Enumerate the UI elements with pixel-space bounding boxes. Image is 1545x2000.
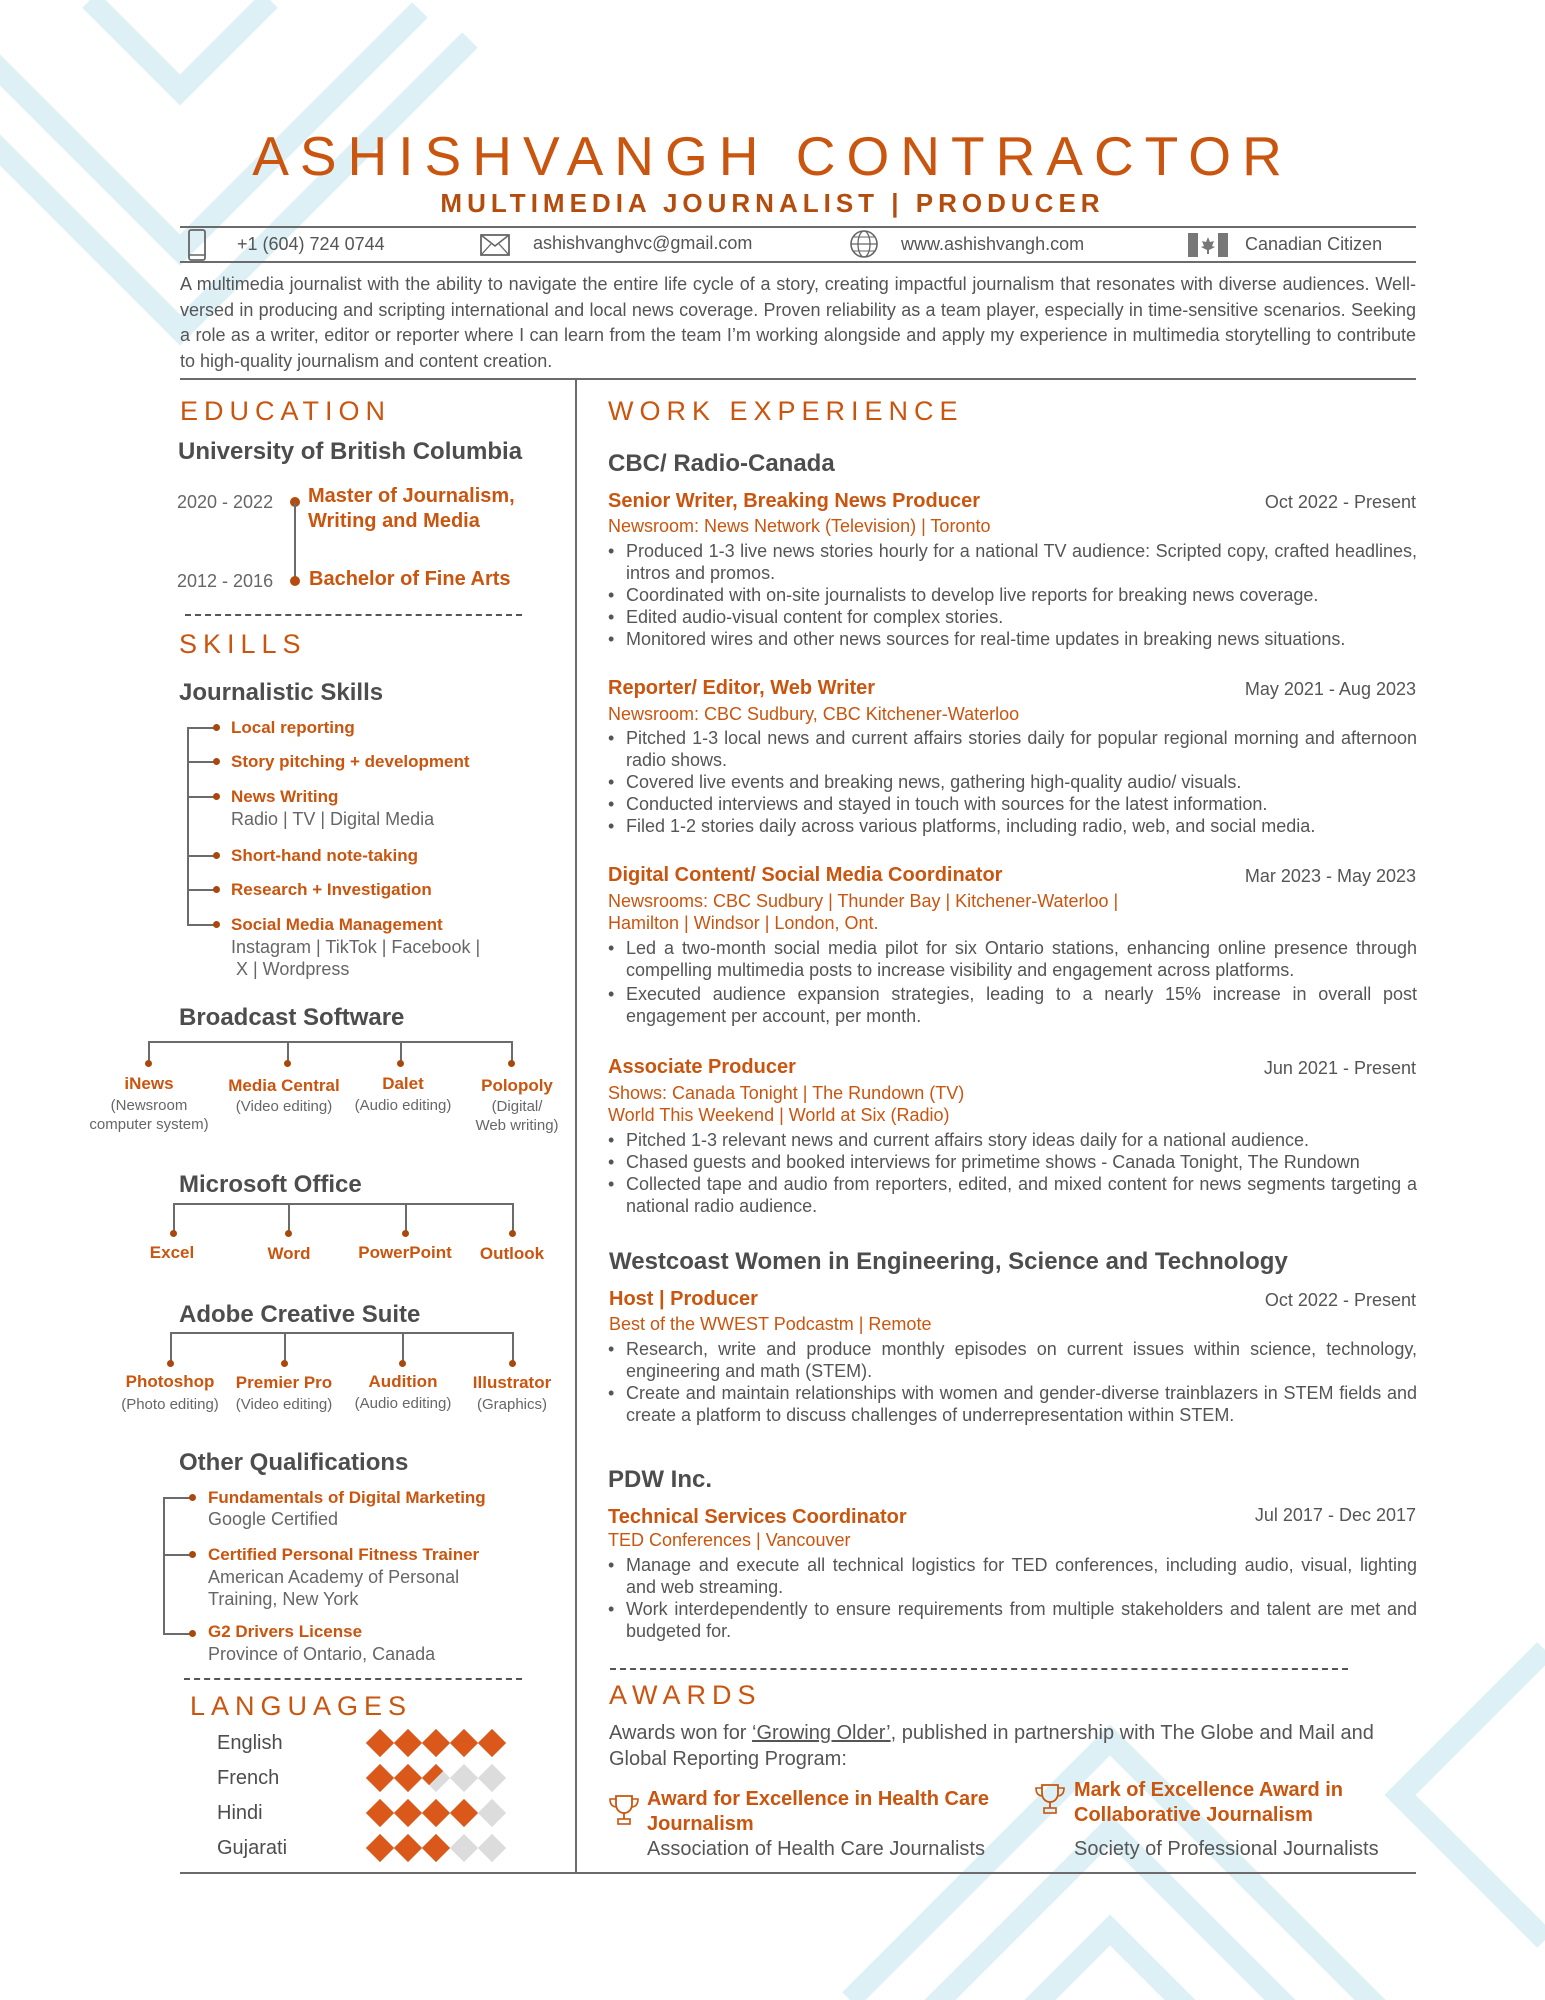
trophy-icon bbox=[1033, 1782, 1067, 1816]
work-separator bbox=[610, 1668, 1348, 1670]
timeline-line bbox=[294, 502, 296, 580]
degree-name: Bachelor of Fine Arts bbox=[309, 568, 511, 590]
other-qualifications-heading: Other Qualifications bbox=[179, 1449, 409, 1476]
job-date: May 2021 - Aug 2023 bbox=[1244, 679, 1416, 699]
job-location: TED Conferences | Vancouver bbox=[608, 1530, 851, 1550]
office-app: PowerPoint bbox=[358, 1243, 452, 1262]
office-app: Outlook bbox=[479, 1244, 545, 1263]
qualification-name: Certified Personal Fitness Trainer bbox=[208, 1545, 480, 1564]
page-bottom-rule bbox=[180, 1872, 1416, 1874]
phone-icon bbox=[187, 229, 207, 261]
job-title: Associate Producer bbox=[608, 1056, 796, 1078]
job-title: Senior Writer, Breaking News Producer bbox=[608, 490, 980, 512]
degree-name: Master of Journalism, Writing and Media bbox=[308, 485, 515, 532]
skill-detail: Instagram | TikTok | Facebook | bbox=[231, 937, 481, 957]
software-desc: (Video editing) bbox=[235, 1098, 333, 1115]
job-date: Jul 2017 - Dec 2017 bbox=[1254, 1505, 1416, 1525]
office-tree-stem bbox=[512, 1203, 514, 1233]
candidate-name: ASHISHVANGH CONTRACTOR bbox=[252, 125, 1293, 187]
globe-icon bbox=[849, 229, 879, 259]
skill-tree-branch bbox=[187, 727, 214, 729]
qual-dot bbox=[189, 1551, 196, 1558]
office-tree-stem bbox=[173, 1203, 175, 1233]
job-date: Oct 2022 - Present bbox=[1264, 492, 1416, 512]
software-desc: (Digital/ bbox=[491, 1098, 543, 1115]
professional-summary: A multimedia journalist with the ability to navigate the entire life cycle of a story, creating impactful journalism that resonates with diverse audiences. Well-versed in producing and scripting international and local news coverage. Proven reliability as a team player, especially in time-sensitive scenarios. Seeking a role as a writer, editor or reporter where I can learn from the team I’m working alongside and apply my experience in multimedia storytelling to contribute to high-quality journalism and content creation. bbox=[180, 274, 1416, 371]
software-desc: computer system) bbox=[89, 1116, 209, 1133]
contact-email: ashishvanghvc@gmail.com bbox=[533, 233, 753, 253]
language-name: French bbox=[217, 1767, 280, 1789]
microsoft-office-heading: Microsoft Office bbox=[179, 1171, 362, 1198]
skill-dot bbox=[213, 886, 220, 893]
award-org: Society of Professional Journalists bbox=[1074, 1838, 1379, 1860]
adobe-desc: (Photo editing) bbox=[121, 1396, 219, 1413]
adobe-dot bbox=[399, 1360, 406, 1367]
education-heading: EDUCATION bbox=[180, 396, 392, 426]
job-bullet: • Manage and execute all technical logistics for TED conferences, including audio, visual, lighting and web streaming. bbox=[608, 1554, 1417, 1598]
qual-tree-branch bbox=[163, 1497, 191, 1499]
job-bullet: • Research, write and produce monthly episodes on current issues within science, technology, engineering and math (STEM). bbox=[608, 1338, 1417, 1382]
software-desc: Web writing) bbox=[475, 1117, 559, 1134]
language-name: Gujarati bbox=[217, 1837, 288, 1859]
skills-heading: SKILLS bbox=[179, 629, 307, 659]
contact-citizenship: Canadian Citizen bbox=[1245, 234, 1383, 254]
awards-intro-link[interactable]: ‘Growing Older’ bbox=[752, 1722, 891, 1744]
skill-detail: X | Wordpress bbox=[231, 959, 350, 979]
award-title: Journalism bbox=[647, 1813, 754, 1835]
job-location: Hamilton | Windsor | London, Ont. bbox=[608, 913, 879, 933]
job-bullets bbox=[608, 1554, 1417, 1642]
languages-heading: LANGUAGES bbox=[190, 1691, 413, 1721]
qual-dot bbox=[189, 1494, 196, 1501]
qual-tree-branch bbox=[163, 1633, 191, 1635]
awards-intro bbox=[609, 1720, 1409, 1772]
summary-bottom-rule bbox=[180, 378, 1416, 380]
degree-years: 2020 - 2022 bbox=[177, 492, 274, 512]
skill-tree-trunk bbox=[187, 727, 189, 925]
award-title: Mark of Excellence Award in bbox=[1074, 1779, 1343, 1801]
office-dot bbox=[170, 1230, 177, 1237]
award-title: Award for Excellence in Health Care bbox=[647, 1788, 989, 1810]
awards-heading: AWARDS bbox=[609, 1680, 762, 1710]
adobe-desc: (Audio editing) bbox=[354, 1395, 452, 1412]
job-bullets bbox=[608, 1129, 1417, 1217]
adobe-suite-heading: Adobe Creative Suite bbox=[179, 1301, 421, 1328]
office-tree-stem bbox=[405, 1203, 407, 1233]
skill-item: Local reporting bbox=[231, 718, 355, 737]
canada-flag-icon bbox=[1188, 233, 1228, 257]
skill-tree-branch bbox=[187, 761, 214, 763]
job-bullet: • Coordinated with on-site journalists to develop live reports for breaking news coverage. bbox=[608, 584, 1417, 606]
journalistic-skills-heading: Journalistic Skills bbox=[179, 679, 384, 706]
software-desc: (Newsroom bbox=[110, 1097, 188, 1114]
qualifications-separator bbox=[184, 1678, 522, 1680]
job-title: Technical Services Coordinator bbox=[608, 1506, 907, 1528]
employer-name: Westcoast Women in Engineering, Science and Technology bbox=[609, 1248, 1288, 1275]
job-bullets bbox=[608, 540, 1417, 650]
job-bullets bbox=[608, 937, 1417, 1027]
job-bullet: • Filed 1-2 stories daily across various platforms, including radio, web, and social media. bbox=[608, 815, 1417, 837]
skill-dot bbox=[213, 852, 220, 859]
contact-top-rule bbox=[180, 226, 1416, 228]
employer-name: PDW Inc. bbox=[608, 1466, 713, 1493]
adobe-app: Audition bbox=[368, 1372, 438, 1391]
adobe-app: Illustrator bbox=[472, 1373, 552, 1392]
software-name: Polopoly bbox=[481, 1076, 553, 1095]
software-dot bbox=[508, 1060, 515, 1067]
software-name: Dalet bbox=[382, 1074, 424, 1093]
job-location: Shows: Canada Tonight | The Rundown (TV) bbox=[608, 1083, 965, 1103]
job-bullet: • Create and maintain relationships with women and gender-diverse trainblazers in STEM fields and create a platform to discuss challenges of underrepresentation within STEM. bbox=[608, 1382, 1417, 1426]
qualification-name: G2 Drivers License bbox=[208, 1622, 363, 1641]
employer-name: CBC/ Radio-Canada bbox=[608, 450, 835, 477]
adobe-tree-stem bbox=[512, 1332, 514, 1363]
qualification-detail: American Academy of Personal bbox=[208, 1567, 460, 1587]
skill-item: Research + Investigation bbox=[231, 880, 432, 899]
job-date: Mar 2023 - May 2023 bbox=[1244, 866, 1416, 886]
job-bullet: • Led a two-month social media pilot for six Ontario stations, enhancing online presence through compelling multimedia posts to increase visibility and engagement across platforms. bbox=[608, 937, 1417, 981]
software-name: iNews bbox=[124, 1074, 174, 1093]
software-tree-bar bbox=[148, 1041, 513, 1043]
work-experience-heading: WORK EXPERIENCE bbox=[608, 396, 964, 426]
adobe-dot bbox=[281, 1360, 288, 1367]
qual-tree-branch bbox=[163, 1554, 191, 1556]
skill-dot bbox=[213, 724, 220, 731]
skill-item: Social Media Management bbox=[231, 915, 443, 934]
skill-detail: Radio | TV | Digital Media bbox=[231, 809, 435, 829]
adobe-app: Premier Pro bbox=[235, 1373, 333, 1392]
skill-tree-branch bbox=[187, 796, 214, 798]
job-bullet: • Covered live events and breaking news, gathering high-quality audio/ visuals. bbox=[608, 771, 1417, 793]
adobe-dot bbox=[509, 1360, 516, 1367]
office-dot bbox=[509, 1230, 516, 1237]
trophy-icon bbox=[607, 1793, 641, 1827]
contact-website: www.ashishvangh.com bbox=[901, 234, 1085, 254]
job-bullet: • Chased guests and booked interviews for primetime shows - Canada Tonight, The Rundown bbox=[608, 1151, 1417, 1173]
contact-bottom-rule bbox=[180, 261, 1416, 263]
job-bullet: • Work interdependently to ensure requirements from multiple stakeholders and talent are met and budgeted for. bbox=[608, 1598, 1417, 1642]
job-date: Jun 2021 - Present bbox=[1263, 1058, 1416, 1078]
software-dot bbox=[397, 1060, 404, 1067]
qualification-detail: Training, New York bbox=[208, 1589, 359, 1609]
qualification-detail: Province of Ontario, Canada bbox=[208, 1644, 436, 1664]
candidate-title: MULTIMEDIA JOURNALIST | PRODUCER bbox=[440, 188, 1105, 218]
job-bullet: • Pitched 1-3 local news and current affairs stories daily for popular regional morning and afternoon radio shows. bbox=[608, 727, 1417, 771]
job-bullet: • Collected tape and audio from reporters, edited, and mixed content for news segments targeting a national radio audience. bbox=[608, 1173, 1417, 1217]
skill-tree-branch bbox=[187, 924, 214, 926]
adobe-desc: (Video editing) bbox=[235, 1396, 333, 1413]
adobe-app: Photoshop bbox=[125, 1372, 215, 1391]
office-app: Excel bbox=[149, 1243, 195, 1262]
awards-intro-text: , published in partnership with The Globe and Mail and Global Reporting Program: bbox=[609, 1722, 1374, 1770]
education-separator bbox=[185, 614, 522, 616]
software-name: Media Central bbox=[228, 1076, 340, 1095]
job-location: World This Weekend | World at Six (Radio) bbox=[608, 1105, 950, 1125]
job-bullet: • Conducted interviews and stayed in touch with sources for the latest information. bbox=[608, 793, 1417, 815]
office-tree-stem bbox=[288, 1203, 290, 1233]
job-bullet: • Edited audio-visual content for complex stories. bbox=[608, 606, 1417, 628]
adobe-tree-stem bbox=[170, 1332, 172, 1363]
awards-intro-text: Awards won for bbox=[609, 1722, 753, 1744]
language-name: Hindi bbox=[217, 1802, 263, 1824]
office-dot bbox=[402, 1230, 409, 1237]
adobe-desc: (Graphics) bbox=[476, 1396, 547, 1413]
qual-dot bbox=[189, 1630, 196, 1637]
job-title: Reporter/ Editor, Web Writer bbox=[608, 677, 876, 699]
email-icon bbox=[480, 234, 510, 256]
software-dot bbox=[145, 1060, 152, 1067]
broadcast-software-heading: Broadcast Software bbox=[179, 1004, 405, 1031]
office-app: Word bbox=[267, 1244, 311, 1263]
skill-tree-branch bbox=[187, 855, 214, 857]
adobe-tree-bar bbox=[170, 1332, 514, 1334]
job-location: Newsroom: CBC Sudbury, CBC Kitchener-Waterloo bbox=[608, 704, 1020, 724]
skill-item: News Writing bbox=[231, 787, 339, 806]
skill-item: Short-hand note-taking bbox=[231, 846, 418, 865]
job-location: Newsrooms: CBC Sudbury | Thunder Bay | Kitchener-Waterloo | bbox=[608, 891, 1119, 911]
job-bullet: • Monitored wires and other news sources for real-time updates in breaking news situations. bbox=[608, 628, 1417, 650]
timeline-dot bbox=[290, 576, 300, 586]
job-bullets bbox=[608, 1338, 1417, 1426]
job-bullet: • Executed audience expansion strategies, leading to a nearly 15% increase in overall post engagement per account, per month. bbox=[608, 983, 1417, 1027]
degree-years: 2012 - 2016 bbox=[177, 571, 274, 591]
software-desc: (Audio editing) bbox=[354, 1097, 452, 1114]
skill-tree-branch bbox=[187, 889, 214, 891]
job-title: Digital Content/ Social Media Coordinator bbox=[608, 864, 1003, 886]
skill-dot bbox=[213, 921, 220, 928]
job-bullet: • Pitched 1-3 relevant news and current affairs story ideas daily for a national audience. bbox=[608, 1129, 1417, 1151]
skill-item: Story pitching + development bbox=[231, 752, 470, 771]
job-bullets bbox=[608, 727, 1417, 837]
adobe-dot bbox=[167, 1360, 174, 1367]
award-org: Association of Health Care Journalists bbox=[647, 1838, 985, 1860]
contact-phone: +1 (604) 724 0744 bbox=[237, 234, 385, 254]
award-title: Collaborative Journalism bbox=[1074, 1804, 1313, 1826]
adobe-tree-stem bbox=[284, 1332, 286, 1363]
office-dot bbox=[285, 1230, 292, 1237]
skill-dot bbox=[213, 758, 220, 765]
qualification-name: Fundamentals of Digital Marketing bbox=[208, 1488, 486, 1507]
qual-tree-trunk bbox=[163, 1497, 165, 1635]
language-name: English bbox=[217, 1732, 283, 1754]
office-tree-bar bbox=[173, 1203, 514, 1205]
job-bullet: • Produced 1-3 live news stories hourly for a national TV audience: Scripted copy, crafted headlines, intros and promos. bbox=[608, 540, 1417, 584]
qualification-detail: Google Certified bbox=[208, 1509, 339, 1529]
job-title: Host | Producer bbox=[609, 1288, 758, 1310]
education-school: University of British Columbia bbox=[178, 438, 523, 465]
adobe-tree-stem bbox=[402, 1332, 404, 1363]
job-date: Oct 2022 - Present bbox=[1264, 1290, 1416, 1310]
skill-dot bbox=[213, 793, 220, 800]
software-dot bbox=[284, 1060, 291, 1067]
job-location: Best of the WWEST Podcastm | Remote bbox=[609, 1314, 932, 1334]
job-location: Newsroom: News Network (Television) | Toronto bbox=[608, 516, 991, 536]
